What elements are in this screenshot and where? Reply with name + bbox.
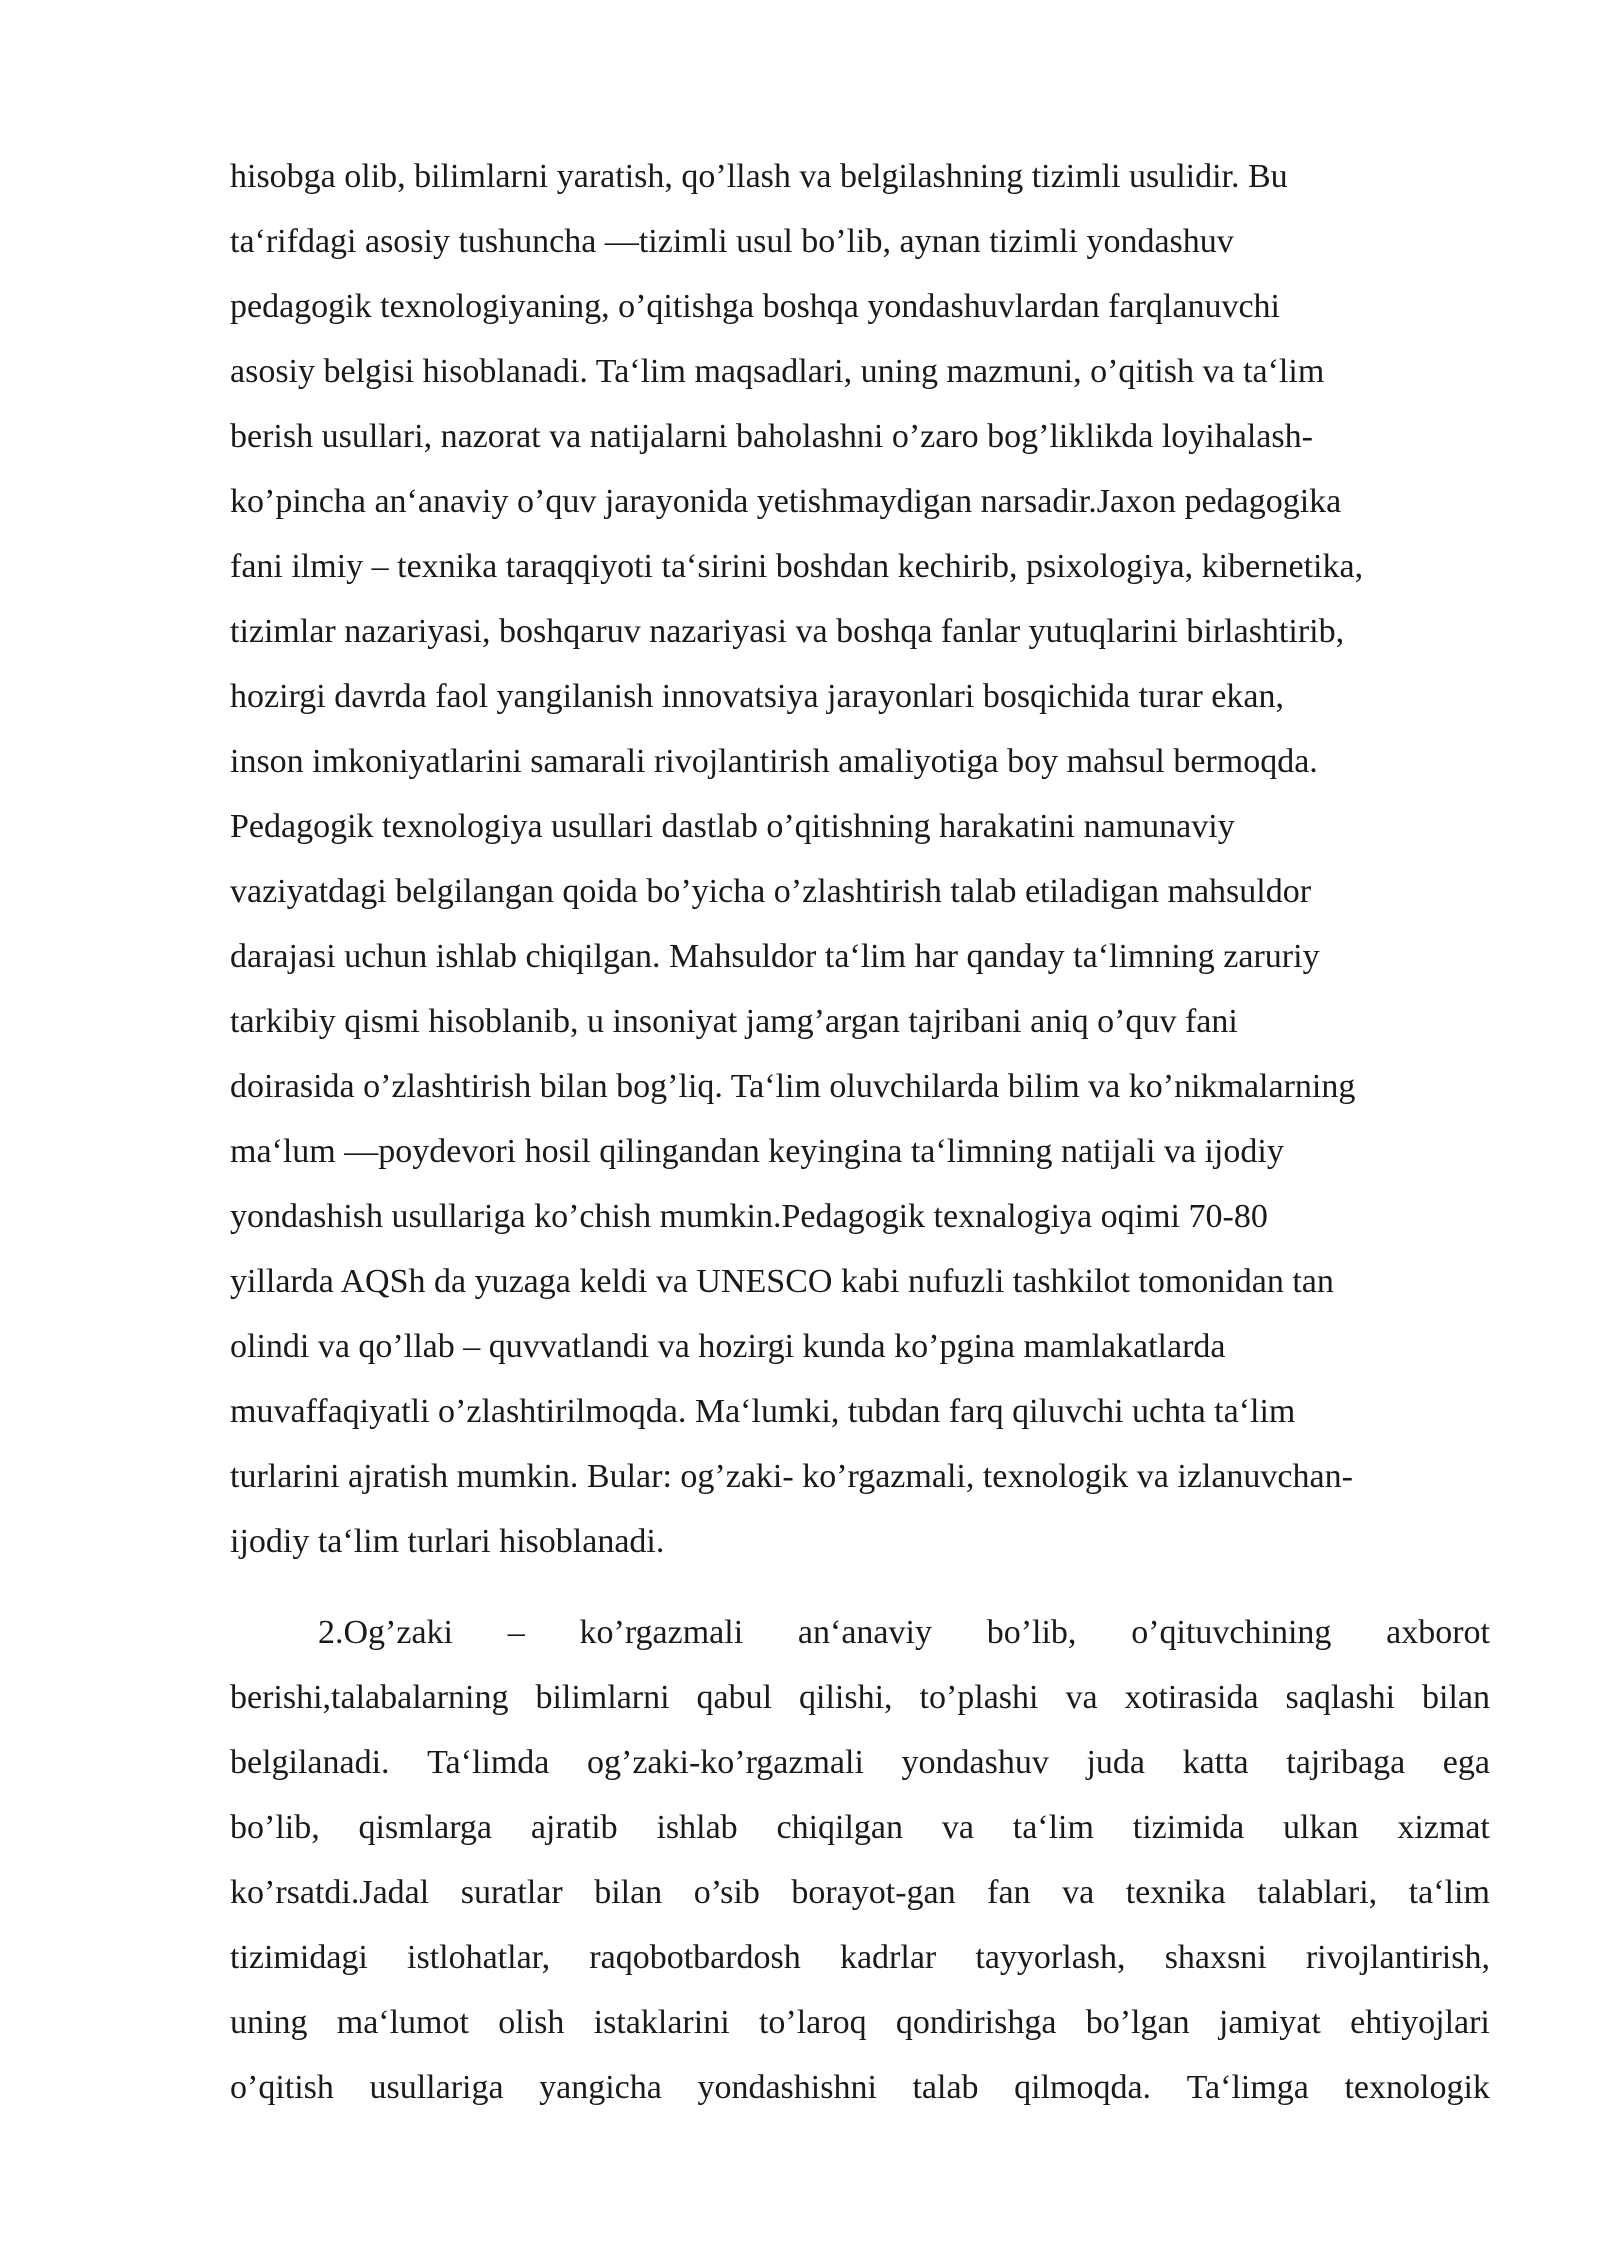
word: suratlar xyxy=(460,1874,563,1911)
word: o’qituvchining xyxy=(1131,1614,1332,1651)
word: ega xyxy=(1442,1744,1490,1781)
text-line: vaziyatdagi belgilangan qoida bo’yicha o’zlashtirish talab etiladigan mahsuldor xyxy=(230,873,1312,910)
word: berishi,talabalarning xyxy=(230,1679,509,1716)
word: tayyorlash, xyxy=(975,1939,1126,1976)
word: tizimida xyxy=(1132,1809,1245,1846)
word: qilishi, xyxy=(799,1679,893,1716)
word: olish xyxy=(498,2004,565,2041)
word: kadrlar xyxy=(839,1939,937,1976)
text-line: ta‘rifdagi asosiy tushuncha —tizimli usul bo’lib, aynan tizimli yondashuv xyxy=(230,223,1234,260)
word: va xyxy=(941,1809,974,1846)
word: va xyxy=(1065,1679,1098,1716)
word: qondirishga xyxy=(895,2004,1057,2041)
paragraph-1 xyxy=(230,144,1490,1574)
word: bo’lgan xyxy=(1085,2004,1190,2041)
text-line: ko’pincha an‘anaviy o’quv jarayonida yetishmaydigan narsadir.Jaxon pedagogika xyxy=(230,483,1342,520)
text-line xyxy=(230,1860,1490,1925)
word: ta‘lim xyxy=(1408,1874,1490,1911)
word: ma‘lumot xyxy=(336,2004,469,2041)
word: talablari, xyxy=(1257,1874,1378,1911)
text-line: ijodiy ta‘lim turlari hisoblanadi. xyxy=(230,1523,665,1560)
word: istlohatlar, xyxy=(407,1939,551,1976)
text-line: yillarda AQSh da yuzaga keldi va UNESCO kabi nufuzli tashkilot tomonidan tan xyxy=(230,1263,1334,1300)
word: katta xyxy=(1182,1744,1249,1781)
word: bilan xyxy=(594,1874,663,1911)
text-line xyxy=(230,1925,1490,1990)
word: belgilanadi. xyxy=(230,1744,390,1781)
text-line: ma‘lum —poydevori hosil qilingandan keyingina ta‘limning natijali va ijodiy xyxy=(230,1133,1284,1170)
word: uning xyxy=(230,2004,308,2041)
word: ishlab xyxy=(656,1809,738,1846)
word: qilmoqda. xyxy=(1014,2069,1152,2106)
word: tizimidagi xyxy=(230,1939,368,1976)
word: bo’lib, xyxy=(986,1614,1077,1651)
word: saqlashi xyxy=(1285,1679,1396,1716)
paragraph-2 xyxy=(230,1600,1490,2120)
text-line: turlarini ajratish mumkin. Bular: og’zaki- ko’rgazmali, texnologik va izlanuvchan- xyxy=(230,1458,1353,1495)
word: og’zaki-ko’rgazmali xyxy=(587,1744,864,1781)
word: juda xyxy=(1086,1744,1145,1781)
text-line: hozirgi davrda faol yangilanish innovatsiya jarayonlari bosqichida turar ekan, xyxy=(230,678,1284,715)
word: ta‘lim xyxy=(1012,1809,1094,1846)
word: ajratib xyxy=(530,1809,618,1846)
word: texnika xyxy=(1125,1874,1226,1911)
word: – xyxy=(507,1614,525,1651)
text-line: berish usullari, nazorat va natijalarni baholashni o’zaro bog’liklikda loyihalash- xyxy=(230,418,1313,455)
word: Ta‘limda xyxy=(427,1744,550,1781)
word: xotirasida xyxy=(1124,1679,1259,1716)
text-line: olindi va qo’llab – quvvatlandi va hozirgi kunda ko’pgina mamlakatlarda xyxy=(230,1328,1226,1365)
word: istaklarini xyxy=(593,2004,730,2041)
text-line xyxy=(230,1600,1490,1665)
text-line: yondashish usullariga ko’chish mumkin.Pedagogik texnalogiya oqimi 70-80 xyxy=(230,1198,1268,1235)
word: xizmat xyxy=(1397,1809,1490,1846)
word: bo’lib, xyxy=(230,1809,320,1846)
text-line: hisobga olib, bilimlarni yaratish, qo’llash va belgilashning tizimli usulidir. Bu xyxy=(230,158,1288,195)
word: yondashuv xyxy=(901,1744,1049,1781)
word: qabul xyxy=(696,1679,773,1716)
word: yondashishni xyxy=(697,2069,877,2106)
word: 2.Og’zaki xyxy=(318,1614,454,1651)
word: borayot-gan xyxy=(791,1874,956,1911)
text-line: inson imkoniyatlarini samarali rivojlantirish amaliyotiga boy mahsul bermoqda. xyxy=(230,743,1318,780)
word: va xyxy=(1062,1874,1095,1911)
text-line: Pedagogik texnologiya usullari dastlab o’qitishning harakatini namunaviy xyxy=(230,808,1235,845)
word: chiqilgan xyxy=(776,1809,904,1846)
text-line xyxy=(230,1795,1490,1860)
word: ehtiyojlari xyxy=(1350,2004,1490,2041)
word: usullariga xyxy=(369,2069,504,2106)
word: bilan xyxy=(1422,1679,1490,1716)
word: ulkan xyxy=(1283,1809,1359,1846)
word: to’plashi xyxy=(919,1679,1039,1716)
word: rivojlantirish, xyxy=(1305,1939,1490,1976)
word: Ta‘limga xyxy=(1186,2069,1309,2106)
text-line xyxy=(230,2055,1490,2120)
word: talab xyxy=(912,2069,979,2106)
text-line: fani ilmiy – texnika taraqqiyoti ta‘sirini boshdan kechirib, psixologiya, kibernetika, xyxy=(230,548,1364,585)
text-line xyxy=(230,1990,1490,2055)
word: ko’rsatdi.Jadal xyxy=(230,1874,430,1911)
word: jamiyat xyxy=(1218,2004,1321,2041)
word: o’qitish xyxy=(230,2069,334,2106)
text-line xyxy=(230,1665,1490,1730)
text-line: doirasida o’zlashtirish bilan bog’liq. Ta‘lim oluvchilarda bilim va ko’nikmalarning xyxy=(230,1068,1356,1105)
word: texnologik xyxy=(1344,2069,1490,2106)
word: o’sib xyxy=(693,1874,760,1911)
word: ko’rgazmali xyxy=(579,1614,744,1651)
text-line: muvaffaqiyatli o’zlashtirilmoqda. Ma‘lumki, tubdan farq qiluvchi uchta ta‘lim xyxy=(230,1393,1296,1430)
word: to’laroq xyxy=(758,2004,867,2041)
text-line: pedagogik texnologiyaning, o’qitishga boshqa yondashuvlardan farqlanuvchi xyxy=(230,288,1280,325)
text-line xyxy=(230,1730,1490,1795)
text-line: tizimlar nazariyasi, boshqaruv nazariyasi va boshqa fanlar yutuqlarini birlashtirib, xyxy=(230,613,1345,650)
word: shaxsni xyxy=(1164,1939,1267,1976)
word: bilimlarni xyxy=(535,1679,670,1716)
word: axborot xyxy=(1386,1614,1490,1651)
word: fan xyxy=(987,1874,1031,1911)
word: yangicha xyxy=(539,2069,662,2106)
word: an‘anaviy xyxy=(797,1614,932,1651)
word: raqobotbardosh xyxy=(589,1939,801,1976)
text-line: asosiy belgisi hisoblanadi. Ta‘lim maqsadlari, uning mazmuni, o’qitish va ta‘lim xyxy=(230,353,1325,390)
text-line: tarkibiy qismi hisoblanib, u insoniyat jamg’argan tajribani aniq o’quv fani xyxy=(230,1003,1238,1040)
word: tajribaga xyxy=(1286,1744,1406,1781)
text-line: darajasi uchun ishlab chiqilgan. Mahsuldor ta‘lim har qanday ta‘limning zaruriy xyxy=(230,938,1320,975)
word: qismlarga xyxy=(358,1809,492,1846)
